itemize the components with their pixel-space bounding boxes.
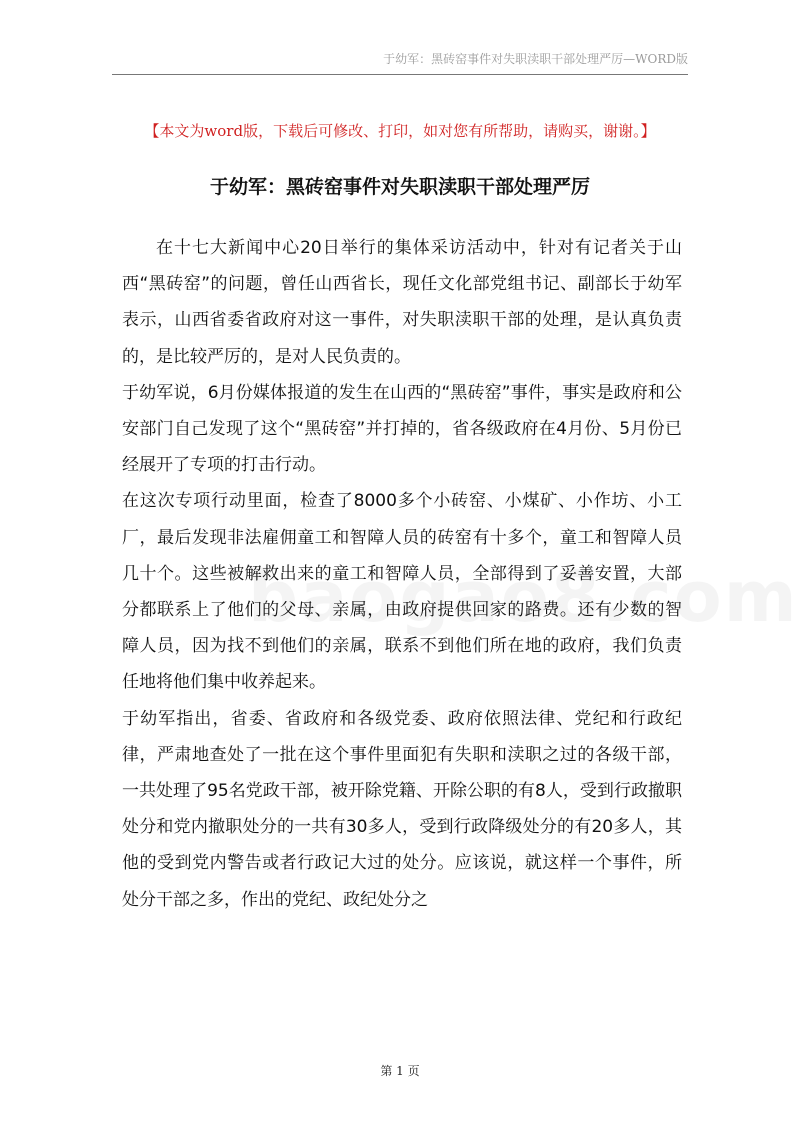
header-divider	[112, 74, 688, 75]
page-number: 第 1 页	[380, 1064, 420, 1078]
paragraph-1: 在十七大新闻中心20日举行的集体采访活动中，针对有记者关于山西“黑砖窑”的问题，曾任山西省长，现任文化部党组书记、副部长于幼军表示，山西省委省政府对这一事件，对失职渎职干部的处理，是认真负责的，是比较严厉的，是对人民负责的。	[122, 238, 682, 367]
running-header: 于幼军：黑砖窑事件对失职渎职干部处理严厉—WORD版	[383, 52, 688, 66]
paragraph-2: 于幼军说，6月份媒体报道的发生在山西的“黑砖窑”事件，事实是政府和公安部门自己发现了这个“黑砖窑”并打掉的，省各级政府在4月份、5月份已经展开了专项的打击行动。	[122, 382, 682, 476]
download-notice: 【本文为word版，下载后可修改、打印，如对您有所帮助，请购买，谢谢。】	[144, 122, 656, 140]
article-body	[122, 230, 682, 918]
paragraph-4: 于幼军指出，省委、省政府和各级党委、政府依照法律、党纪和行政纪律，严肃地查处了一批在这个事件里面犯有失职和渎职之过的各级干部，一共处理了95名党政干部，被开除党籍、开除公职的有8人，受到行政撤职处分和党内撤职处分的一共有30多人，受到行政降级处分的有20多人，其他的受到党内警告或者行政记大过的处分。应该说，就这样一个事件，所处分干部之多，作出的党纪、政纪处分之	[122, 708, 682, 910]
document-title: 于幼军：黑砖窑事件对失职渎职干部处理严厉	[209, 176, 590, 198]
paragraph-3: 在这次专项行动里面，检查了8000多个小砖窑、小煤矿、小作坊、小工厂，最后发现非法雇佣童工和智障人员的砖窑有十多个，童工和智障人员几十个。这些被解救出来的童工和智障人员，全部得到了妥善安置，大部分都联系上了他们的父母、亲属，由政府提供回家的路费。还有少数的智障人员，因为找不到他们的亲属，联系不到他们所在地的政府，我们负责任地将他们集中收养起来。	[122, 491, 682, 693]
